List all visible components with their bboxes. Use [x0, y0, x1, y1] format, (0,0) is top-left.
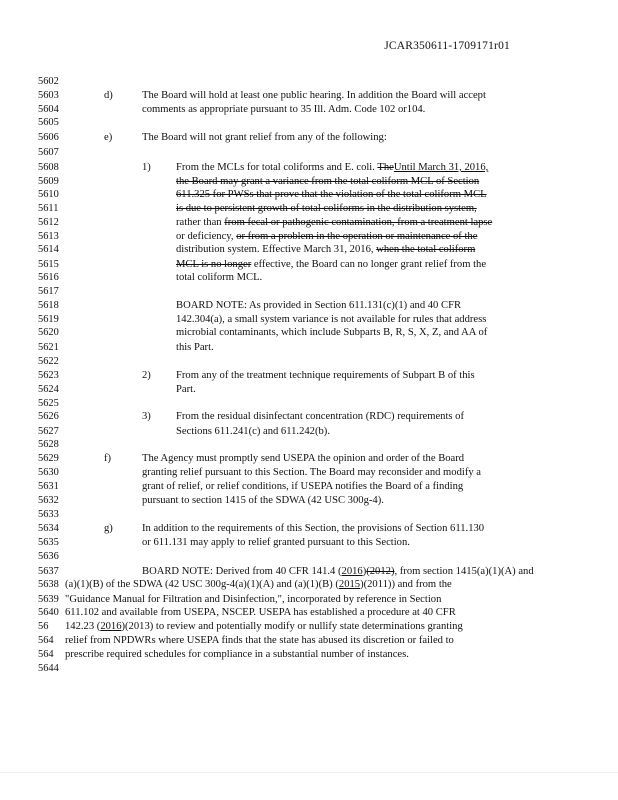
document-line	[0, 313, 618, 326]
line-text	[176, 326, 487, 339]
text-segment: From the residual disinfectant concentration (RDC) requirements of	[176, 411, 465, 422]
list-marker: d)	[104, 90, 113, 101]
line-number: 5611	[38, 203, 59, 214]
text-segment: BOARD NOTE: Derived from 40 CFR 141.4 (	[142, 566, 342, 577]
line-text	[176, 161, 488, 174]
line-text	[176, 341, 214, 354]
line-text	[142, 480, 463, 493]
document-line	[0, 355, 618, 368]
document-line	[0, 116, 618, 129]
document-line	[0, 494, 618, 507]
text-segment: "Guidance Manual for Filtration and Disinfection,",	[65, 594, 285, 605]
line-number: 5613	[38, 231, 59, 242]
document-line	[0, 648, 618, 661]
document-line	[0, 369, 618, 382]
document-line	[0, 508, 618, 521]
text-segment: (a)(1)(B) of the SDWA (42 USC 300g-4(a)(1)(A) and (a)(1)(B) (	[65, 579, 339, 590]
document-line	[0, 243, 618, 256]
line-text	[176, 410, 464, 423]
line-number: 5627	[38, 426, 59, 437]
document-line	[0, 175, 618, 188]
list-marker: e)	[104, 132, 113, 143]
inserted-text: 2015	[338, 579, 361, 590]
text-segment: distribution system. Effective March 31, 2016,	[176, 244, 377, 255]
text-segment: total coliform MCL.	[176, 272, 263, 283]
document-line	[0, 452, 618, 465]
line-number: 5639	[38, 594, 59, 605]
document-line	[0, 383, 618, 396]
line-number: 5604	[38, 104, 59, 115]
line-number: 5623	[38, 370, 59, 381]
document-line	[0, 397, 618, 410]
text-segment: )	[362, 566, 367, 577]
document-line	[0, 258, 618, 271]
text-segment: or 611.131 may apply to relief granted pursuant to this Section.	[142, 537, 410, 548]
list-marker: 1)	[142, 162, 151, 173]
line-text	[176, 202, 477, 215]
line-number: 5624	[38, 384, 59, 395]
line-text	[176, 369, 475, 382]
document-line	[0, 202, 618, 215]
line-number: 5630	[38, 467, 59, 478]
text-segment: In addition to the requirements of this Section, the provisions of Section 611.130	[142, 523, 485, 534]
line-number: 5603	[38, 90, 59, 101]
text-segment: pursuant to section 1415 of the SDWA (42 USC 300g-4).	[142, 495, 384, 506]
text-segment: )(2011)) and from the	[360, 579, 452, 590]
deleted-text: MCL is no longer	[176, 259, 252, 270]
line-text	[142, 536, 410, 549]
line-number: 5617	[38, 286, 59, 297]
text-segment: Part.	[176, 384, 196, 395]
line-number: 5622	[38, 356, 59, 367]
document-line	[0, 161, 618, 174]
document-line	[0, 522, 618, 535]
line-number: 5602	[38, 76, 59, 87]
document-line	[0, 593, 618, 606]
document-line	[0, 662, 618, 675]
deleted-text: is due to persistent growth of total coliforms in the distribution system,	[176, 203, 477, 214]
document-line	[0, 285, 618, 298]
document-line	[0, 438, 618, 451]
document-line	[0, 146, 618, 159]
inserted-text: Until March 31, 2016,	[393, 162, 489, 173]
line-text	[176, 271, 262, 284]
line-text	[142, 89, 486, 102]
document-line	[0, 326, 618, 339]
document-line	[0, 634, 618, 647]
line-number: 5609	[38, 176, 59, 187]
line-number: 5626	[38, 411, 59, 422]
inserted-text: 2016	[100, 621, 122, 632]
deleted-text: 611.325 for PWSs that prove that the violation of the total coliform MCL	[176, 189, 487, 200]
line-number: 5607	[38, 147, 59, 158]
text-segment: The Board will hold at least one public hearing. In addition the Board will accept	[142, 90, 486, 101]
list-marker: f)	[104, 453, 112, 464]
line-number: 5638	[38, 579, 59, 590]
text-segment: The Agency must promptly send USEPA the opinion and order of the Board	[142, 453, 465, 464]
text-segment: this Part.	[176, 342, 214, 353]
document-line	[0, 89, 618, 102]
line-number: 56	[38, 621, 49, 632]
line-number: 5619	[38, 314, 59, 325]
line-text	[142, 103, 425, 116]
text-segment: 142.23 (	[65, 621, 101, 632]
document-line	[0, 216, 618, 229]
line-number: 564	[38, 649, 54, 660]
list-marker: g)	[104, 523, 113, 534]
line-number: 5605	[38, 117, 59, 128]
text-segment: , from section 1415(a)(1)(A) and	[394, 566, 534, 577]
line-text	[65, 648, 409, 661]
line-number: 5631	[38, 481, 59, 492]
text-segment: )(2013) to review and potentially modify or nullify state determinations granting	[121, 621, 463, 632]
line-number: 5608	[38, 162, 59, 173]
line-text	[142, 466, 481, 479]
line-number: 564	[38, 635, 54, 646]
line-text	[65, 606, 456, 619]
line-number: 5614	[38, 244, 59, 255]
text-segment: relief from NPDWRs where USEPA finds that the state has abused its discretion or failed to	[65, 635, 454, 646]
text-segment: BOARD NOTE: As provided in Section 611.131(c)(1) and 40 CFR	[176, 300, 462, 311]
document-line	[0, 565, 618, 578]
line-text	[142, 494, 384, 507]
document-line	[0, 550, 618, 563]
text-segment: The Board will not grant relief from any of the following:	[142, 132, 387, 143]
document-line	[0, 425, 618, 438]
line-text	[176, 175, 479, 188]
text-segment: microbial contaminants, which include Subparts B, R, S, X, Z, and AA of	[176, 327, 488, 338]
line-text	[65, 578, 452, 591]
line-number: 5633	[38, 509, 59, 520]
text-segment: or deficiency,	[176, 231, 237, 242]
document-line	[0, 410, 618, 423]
text-segment: incorporated by reference in Section	[284, 594, 442, 605]
document-id-header: JCAR350611-1709171r01	[384, 40, 510, 52]
deleted-text: from fecal or pathogenic contamination, from a treatment lapse	[224, 217, 493, 228]
line-number: 5628	[38, 439, 59, 450]
line-number: 5644	[38, 663, 59, 674]
line-text	[65, 620, 463, 633]
line-text	[176, 383, 196, 396]
line-number: 5635	[38, 537, 59, 548]
document-line	[0, 188, 618, 201]
document-line	[0, 75, 618, 88]
line-number: 5629	[38, 453, 59, 464]
deleted-text: or from a problem in the operation or maintenance of the	[236, 231, 478, 242]
line-text	[142, 131, 387, 144]
line-text	[176, 258, 486, 271]
deleted-text: the Board may grant a variance from the total coliform MCL of Section	[176, 176, 480, 187]
document-line	[0, 480, 618, 493]
line-number: 5615	[38, 259, 59, 270]
document-line	[0, 606, 618, 619]
line-number: 5610	[38, 189, 59, 200]
document-line	[0, 536, 618, 549]
line-number: 5637	[38, 566, 59, 577]
line-text	[176, 216, 492, 229]
line-text	[65, 593, 441, 606]
text-segment: effective, the Board can no longer grant relief from the	[251, 259, 487, 270]
line-number: 5634	[38, 523, 59, 534]
document-line	[0, 103, 618, 116]
document-line	[0, 131, 618, 144]
line-text	[176, 425, 330, 438]
document-line	[0, 620, 618, 633]
line-number: 5620	[38, 327, 59, 338]
text-segment: prescribe required schedules for compliance in a substantial number of instances.	[65, 649, 409, 660]
deleted-text: (2012)	[366, 566, 395, 577]
line-number: 5632	[38, 495, 59, 506]
line-text	[142, 452, 464, 465]
text-segment: rather than	[176, 217, 225, 228]
document-line	[0, 578, 618, 591]
inserted-text: 2016	[341, 566, 363, 577]
line-text	[176, 243, 475, 256]
line-number: 5606	[38, 132, 59, 143]
line-number: 5625	[38, 398, 59, 409]
text-segment: comments as appropriate pursuant to 35 Ill. Adm. Code 102 or104.	[142, 104, 426, 115]
text-segment: grant of relief, or relief conditions, if USEPA notifies the Board of a finding	[142, 481, 464, 492]
line-number: 5640	[38, 607, 59, 618]
deleted-text: The	[377, 162, 394, 173]
line-number: 5621	[38, 342, 59, 353]
line-number: 5616	[38, 272, 59, 283]
document-line	[0, 341, 618, 354]
document-line	[0, 230, 618, 243]
text-segment: From any of the treatment technique requirements of Subpart B of this	[176, 370, 475, 381]
line-number: 5618	[38, 300, 59, 311]
text-segment: 611.102 and available from USEPA, NSCEP. USEPA has established a procedure at 40 CFR	[65, 607, 456, 618]
text-segment: From the MCLs for total coliforms and E. coli.	[176, 162, 378, 173]
page-bottom-divider	[0, 772, 618, 773]
text-segment: granting relief pursuant to this Section. The Board may reconsider and modify a	[142, 467, 482, 478]
document-line	[0, 466, 618, 479]
line-text	[65, 634, 454, 647]
text-segment: 142.304(a), a small system variance is not available for rules that address	[176, 314, 487, 325]
line-text	[176, 299, 461, 312]
text-segment: Sections 611.241(c) and 611.242(b).	[176, 426, 330, 437]
list-marker: 3)	[142, 411, 151, 422]
deleted-text: when the total coliform	[376, 244, 476, 255]
line-number: 5636	[38, 551, 59, 562]
document-line	[0, 271, 618, 284]
line-text	[176, 230, 477, 243]
list-marker: 2)	[142, 370, 151, 381]
line-number: 5612	[38, 217, 59, 228]
document-line	[0, 299, 618, 312]
line-text	[142, 565, 534, 578]
line-text	[142, 522, 484, 535]
line-text	[176, 188, 487, 201]
line-text	[176, 313, 486, 326]
